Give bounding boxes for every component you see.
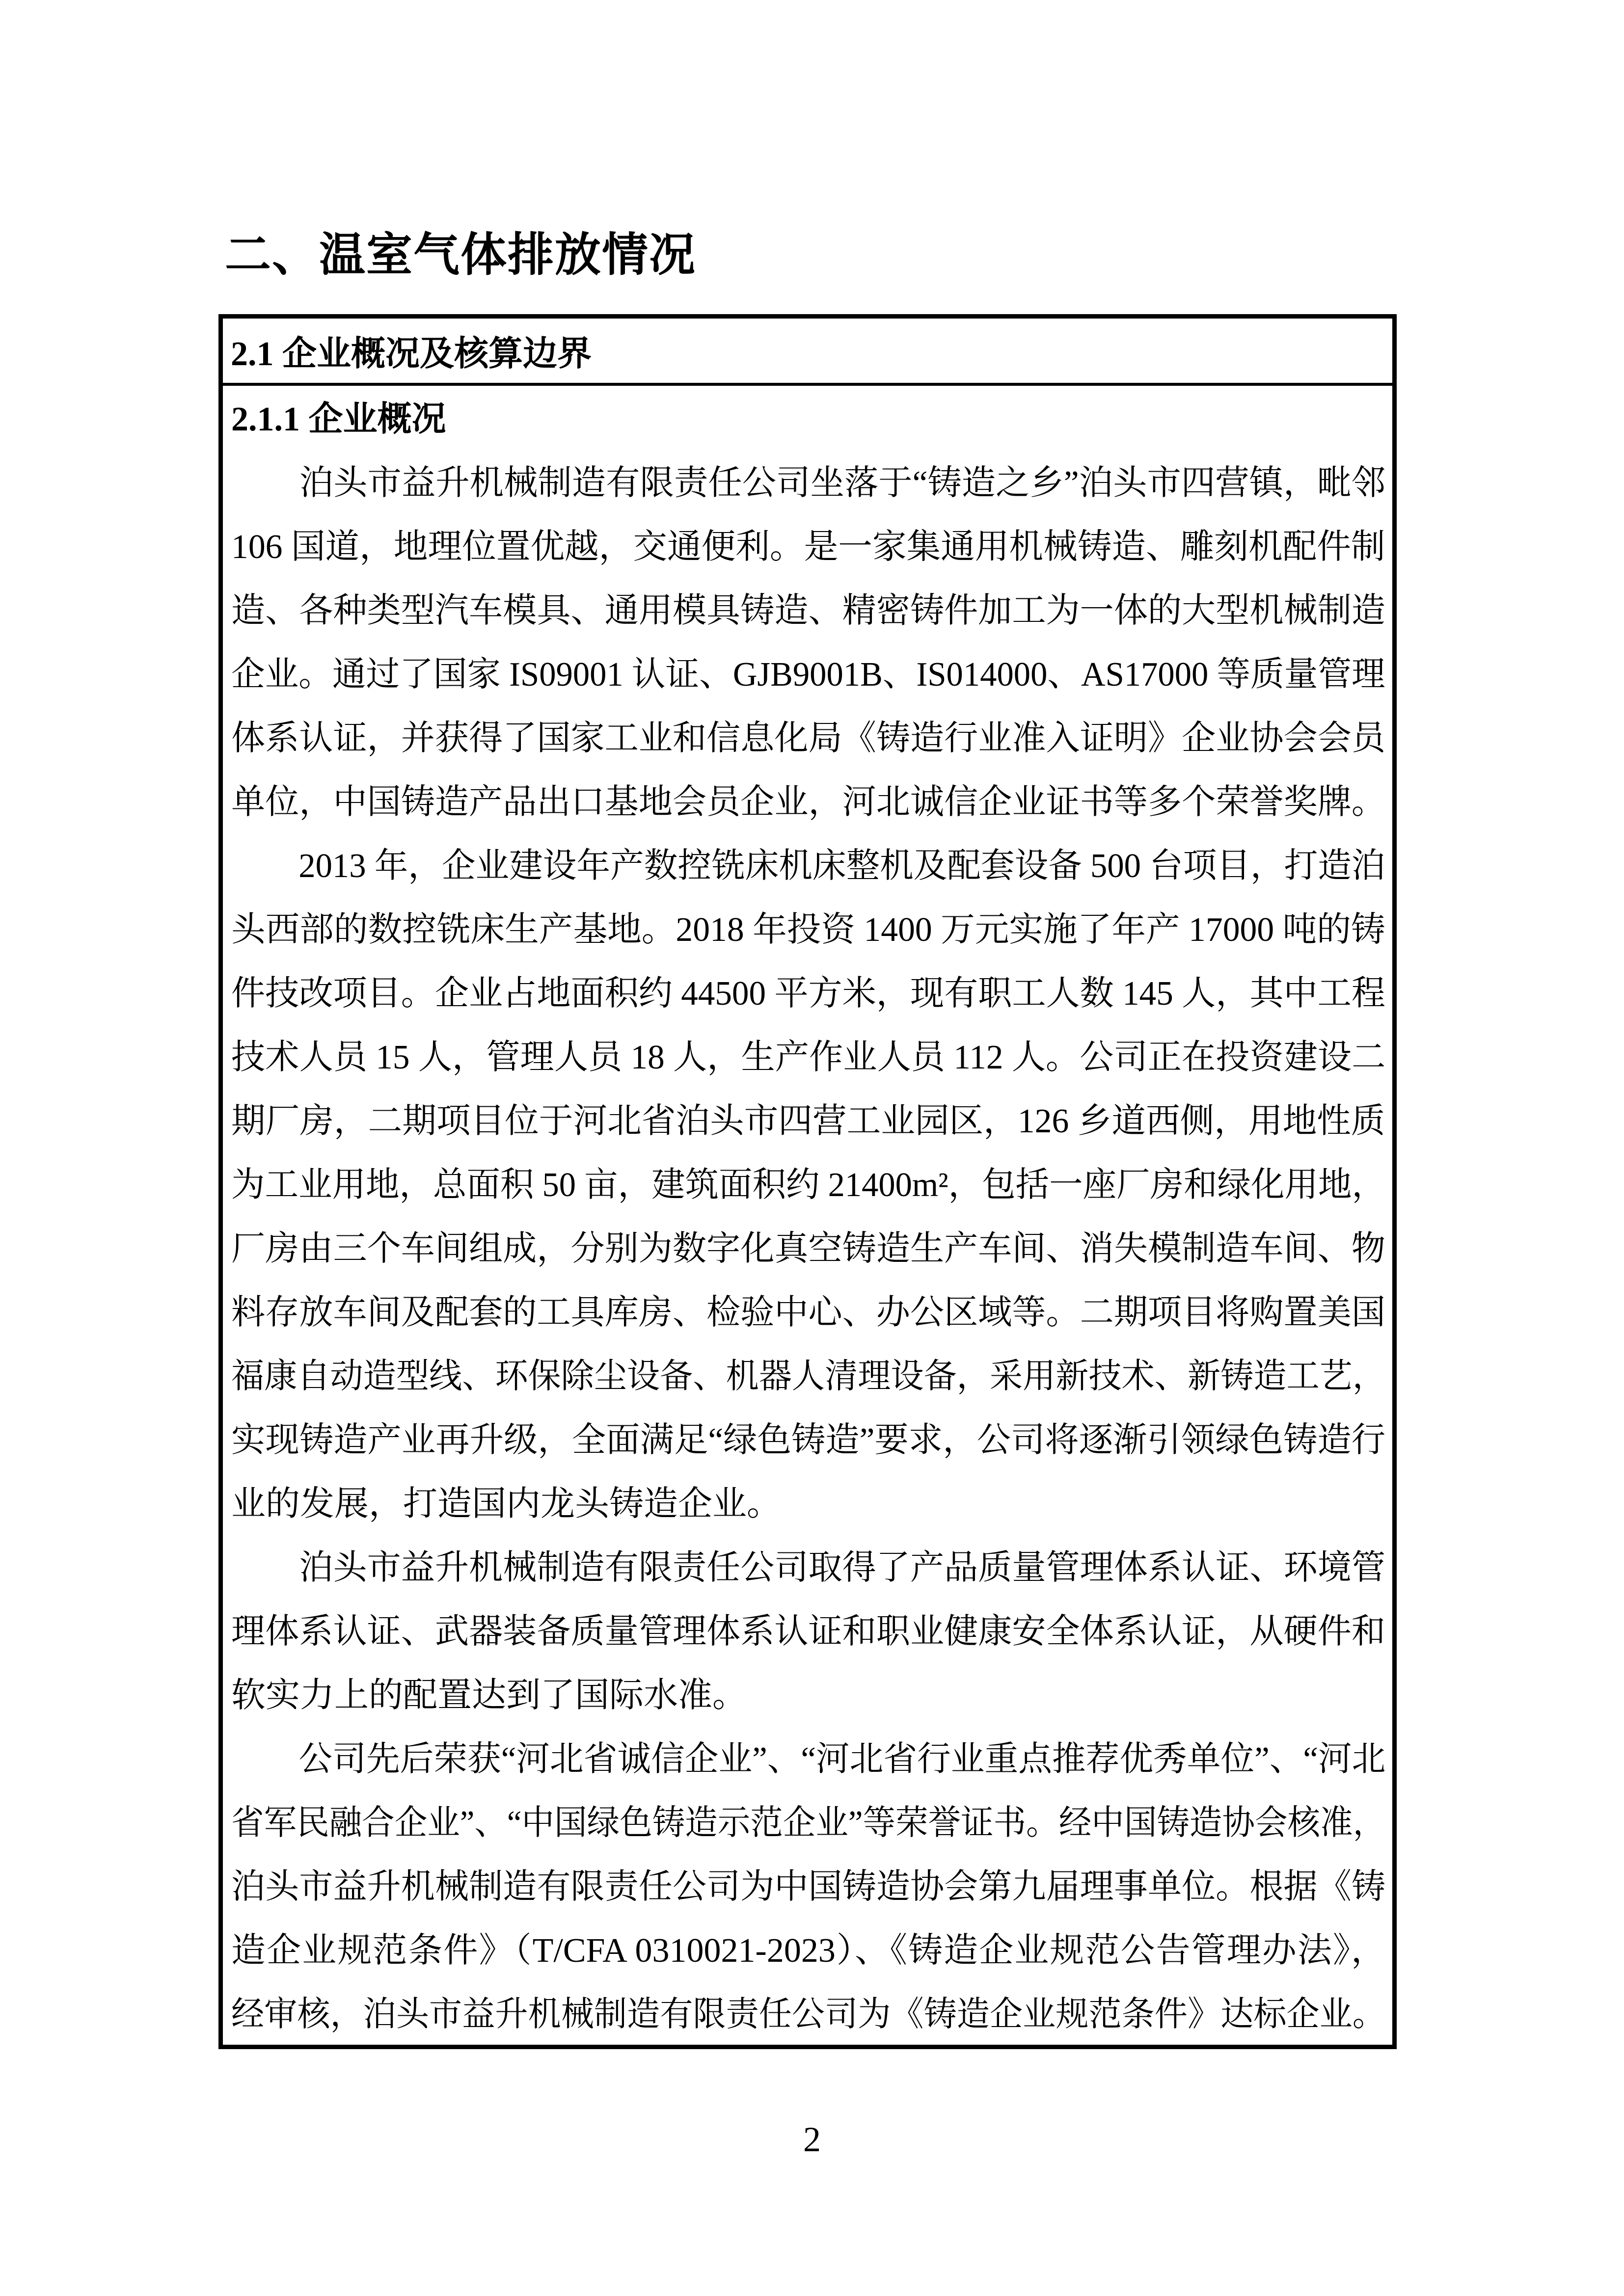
paragraph-line: 2013 年，企业建设年产数控铣床机床整机及配套设备 500 台项目，打造泊 [298,847,1385,885]
page-number: 2 [803,2120,821,2159]
paragraph-line: 106 国道，地理位置优越，交通便利。是一家集通用机械铸造、雕刻机配件制 [231,528,1385,566]
paragraph-line: 省军民融合企业”、“中国绿色铸造示范企业”等荣誉证书。经中国铸造协会核准， [231,1804,1386,1842]
section-title: 二、温室气体排放情况 [225,230,697,281]
paragraph-line: 技术人员 15 人，管理人员 18 人，生产作业人员 112 人。公司正在投资建设二 [231,1039,1386,1076]
paragraph-line: 业的发展，打造国内龙头铸造企业。 [231,1485,781,1523]
paragraph-line: 公司先后荣获“河北省诚信企业”、“河北省行业重点推荐优秀单位”、“河北 [298,1740,1386,1778]
paragraph-line: 造企业规范条件》（T/CFA 0310021-2023）、《铸造企业规范公告管理办法》， [231,1932,1385,1970]
paragraph-line: 造、各种类型汽车模具、通用模具铸造、精密铸件加工为一体的大型机械制造 [231,592,1385,630]
paragraph-line: 企业。通过了国家 IS09001 认证、GJB9001B、IS014000、AS17000 等质量管理 [231,656,1385,694]
paragraph-line: 实现铸造产业再升级，全面满足“绿色铸造”要求，公司将逐渐引领绿色铸造行 [231,1421,1386,1459]
table-body [223,386,1392,2047]
paragraph-line: 泊头市益升机械制造有限责任公司为中国铸造协会第九届理事单位。根据《铸 [231,1868,1385,1906]
paragraph-line: 经审核，泊头市益升机械制造有限责任公司为《铸造企业规范条件》达标企业。 [231,1996,1385,2033]
paragraph-line: 厂房由三个车间组成，分别为数字化真空铸造生产车间、消失模制造车间、物 [231,1230,1385,1268]
paragraph-line: 理体系认证、武器装备质量管理体系认证和职业健康安全体系认证，从硬件和 [231,1613,1385,1651]
paragraph-line: 体系认证，并获得了国家工业和信息化局《铸造行业准入证明》企业协会会员 [231,720,1385,757]
paragraph-line: 福康自动造型线、环保除尘设备、机器人清理设备，采用新技术、新铸造工艺， [231,1358,1385,1395]
subsection-heading: 2.1.1 企业概况 [231,400,446,438]
content-table [218,314,1397,2049]
paragraph-line: 头西部的数控铣床生产基地。2018 年投资 1400 万元实施了年产 17000 吨的铸 [231,911,1385,949]
paragraph-line: 软实力上的配置达到了国际水准。 [231,1677,747,1714]
table-section-heading: 2.1 企业概况及核算边界 [223,319,1392,386]
paragraph-line: 泊头市益升机械制造有限责任公司坐落于“铸造之乡”泊头市四营镇，毗邻 [299,464,1386,502]
paragraph-line: 泊头市益升机械制造有限责任公司取得了产品质量管理体系认证、环境管 [299,1549,1385,1587]
paragraph-line: 期厂房，二期项目位于河北省泊头市四营工业园区，126 乡道西侧，用地性质 [231,1102,1385,1140]
paragraph-line: 单位，中国铸造产品出口基地会员企业，河北诚信企业证书等多个荣誉奖牌。 [231,783,1385,821]
paragraph-line: 料存放车间及配套的工具库房、检验中心、办公区域等。二期项目将购置美国 [231,1294,1385,1332]
paragraph-line: 为工业用地，总面积 50 亩，建筑面积约 21400m²，包括一座厂房和绿化用地， [231,1166,1385,1204]
paragraph-line: 件技改项目。企业占地面积约 44500 平方米，现有职工人数 145 人，其中工程 [231,975,1385,1013]
